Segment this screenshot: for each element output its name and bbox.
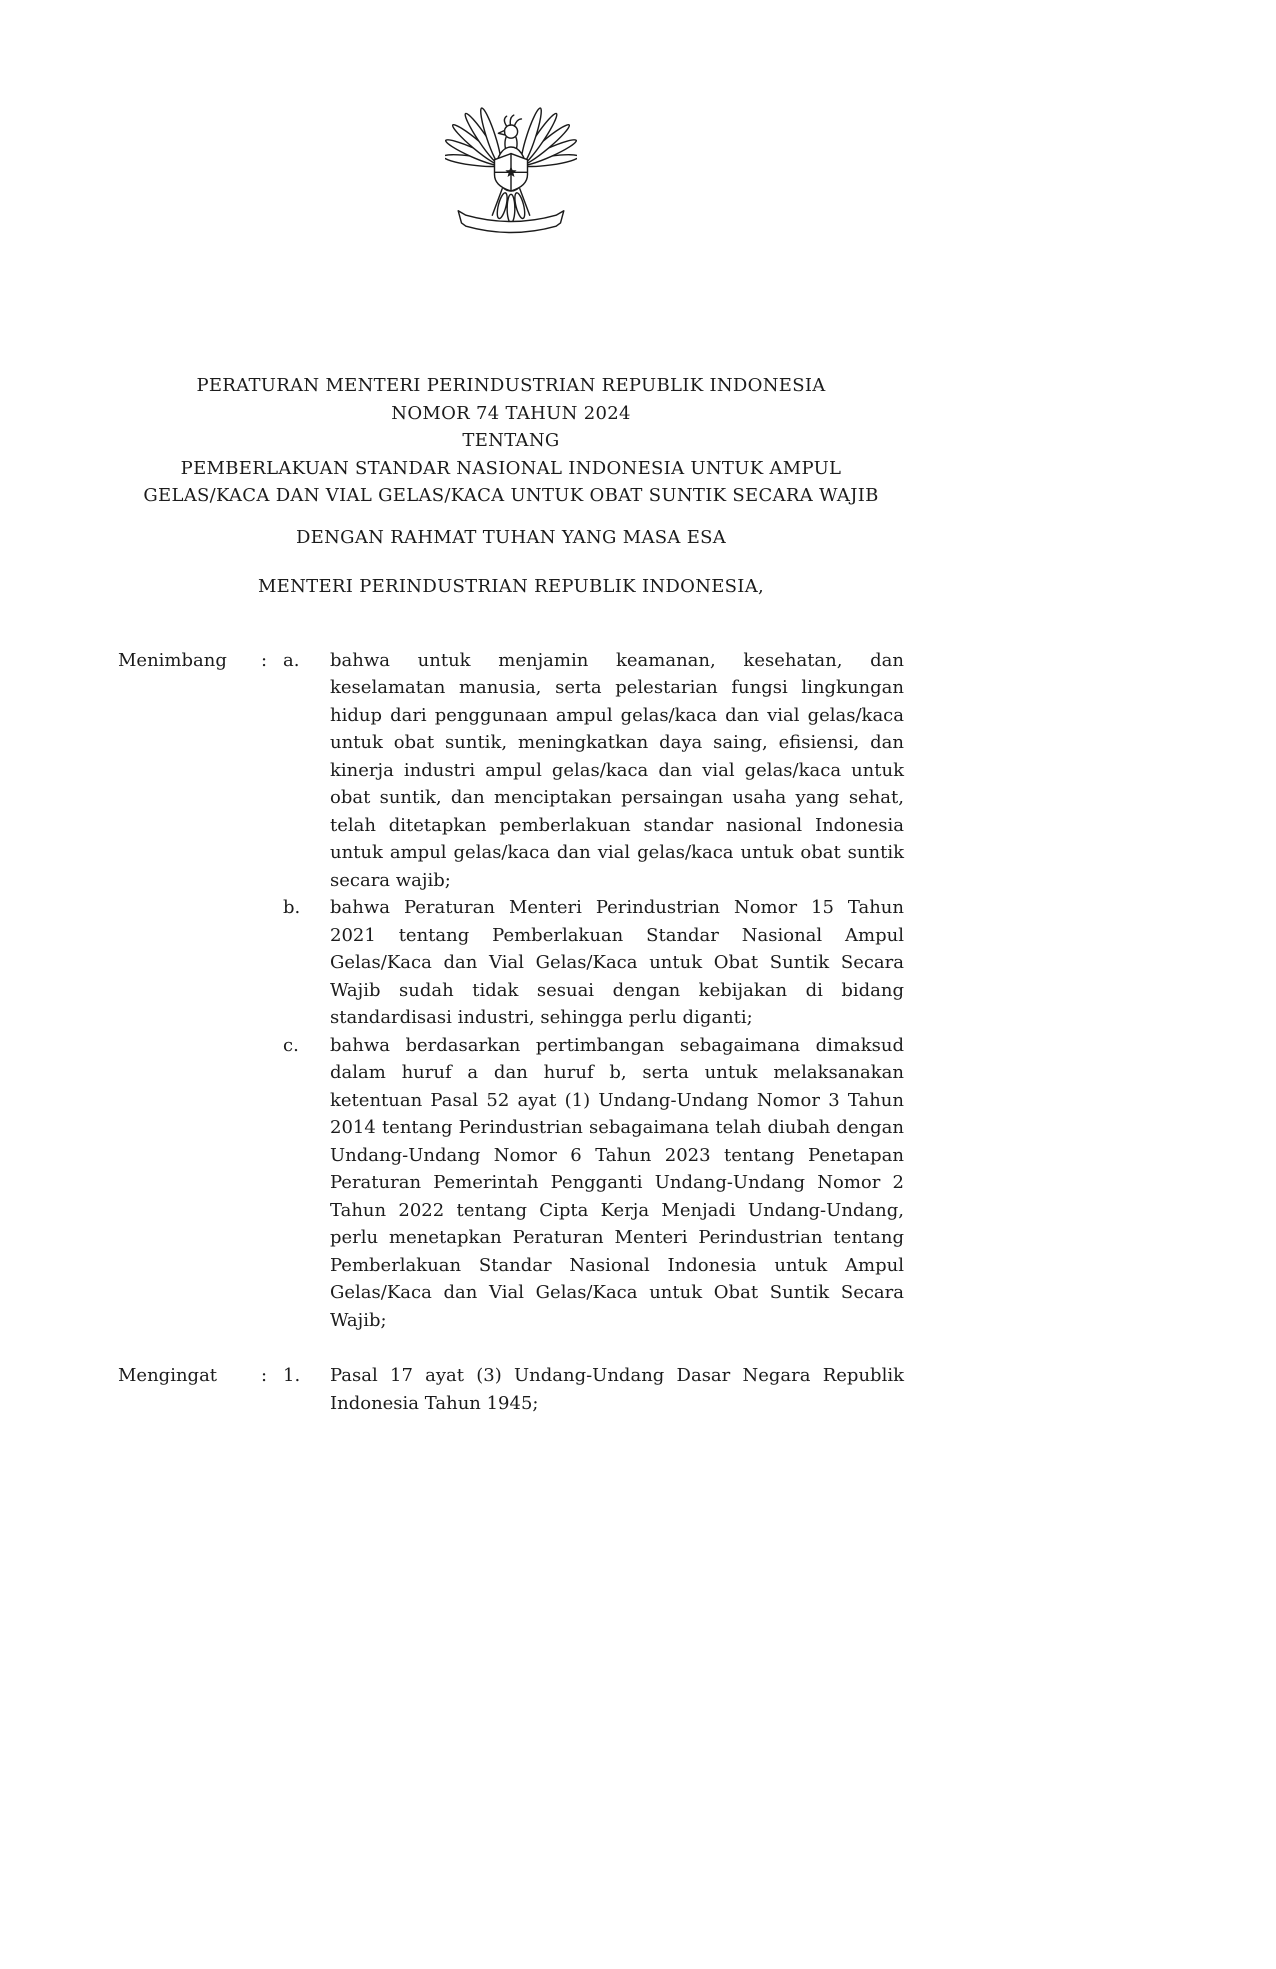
section-colon: : [261, 1365, 268, 1386]
consideration-item-c [118, 1032, 904, 1335]
section-label: Mengingat [118, 1365, 218, 1386]
section-mengingat [118, 1362, 904, 1417]
title-line-2: NOMOR 74 TAHUN 2024 [391, 402, 631, 424]
title-line-1: PERATURAN MENTERI PERINDUSTRIAN REPUBLIK INDONESIA [196, 375, 826, 396]
item-text: bahwa untuk menjamin keamanan, kesehatan, dan keselamatan manusia, serta pelestarian fungsi lingkungan hidup dari penggunaan ampul gelas/kaca dan vial gelas/kaca untuk obat suntik, meningkatkan daya saing, efisiensi, dan kinerja industri ampul gelas/kaca dan vial gelas/kaca untuk obat suntik, dan menciptakan persaingan usaha yang sehat, telah ditetapkan pemberlakuan standar nasional Indonesia untuk ampul gelas/kaca dan vial gelas/kaca untuk obat suntik secara wajib; [330, 649, 904, 891]
item-marker: b. [283, 897, 301, 918]
section-label: Menimbang [118, 649, 227, 671]
consideration-item-b [118, 894, 904, 1032]
title-line-3: TENTANG [462, 430, 560, 451]
authority-line: MENTERI PERINDUSTRIAN REPUBLIK INDONESIA, [257, 576, 765, 597]
title-line-4: PEMBERLAKUAN STANDAR NASIONAL INDONESIA UNTUK AMPUL [180, 457, 842, 479]
garuda-pancasila-emblem [118, 0, 904, 246]
invocation-line: DENGAN RAHMAT TUHAN YANG MASA ESA [295, 526, 727, 548]
consideration-item-a [118, 647, 904, 895]
section-menimbang [118, 647, 904, 1335]
item-marker: a. [283, 649, 300, 671]
title-line-5: GELAS/KACA DAN VIAL GELAS/KACA UNTUK OBAT SUNTIK SECARA WAJIB [143, 485, 879, 506]
item-text: Pasal 17 ayat (3) Undang-Undang Dasar Negara Republik Indonesia Tahun 1945; [330, 1365, 904, 1414]
regulation-title [118, 372, 904, 510]
item-text: bahwa berdasarkan pertimbangan sebagaimana dimaksud dalam huruf a dan huruf b, serta untuk melaksanakan ketentuan Pasal 52 ayat (1) Undang-Undang Nomor 3 Tahun 2014 tentang Perindustrian sebagaimana telah diubah dengan Undang-Undang Nomor 6 Tahun 2023 tentang Penetapan Peraturan Pemerintah Pengganti Undang-Undang Nomor 2 Tahun 2022 tentang Cipta Kerja Menjadi Undang-Undang, perlu menetapkan Peraturan Menteri Perindustrian tentang Pemberlakuan Standar Nasional Indonesia untuk Ampul Gelas/Kaca dan Vial Gelas/Kaca untuk Obat Suntik Secara Wajib; [330, 1034, 904, 1331]
item-marker: 1. [283, 1365, 301, 1386]
section-colon: : [261, 649, 268, 671]
item-text: bahwa Peraturan Menteri Perindustrian Nomor 15 Tahun 2021 tentang Pemberlakuan Standar Nasional Ampul Gelas/Kaca dan Vial Gelas/Kaca untuk Obat Suntik Secara Wajib sudah tidak sesuai dengan kebijakan di bidang standardisasi industri, sehingga perlu diganti; [330, 897, 904, 1028]
item-marker: c. [283, 1034, 299, 1056]
legal-basis-item-1 [118, 1362, 904, 1417]
garuda-eagle-icon [445, 103, 577, 246]
document-content [118, 0, 904, 1417]
document-body [118, 647, 904, 1418]
